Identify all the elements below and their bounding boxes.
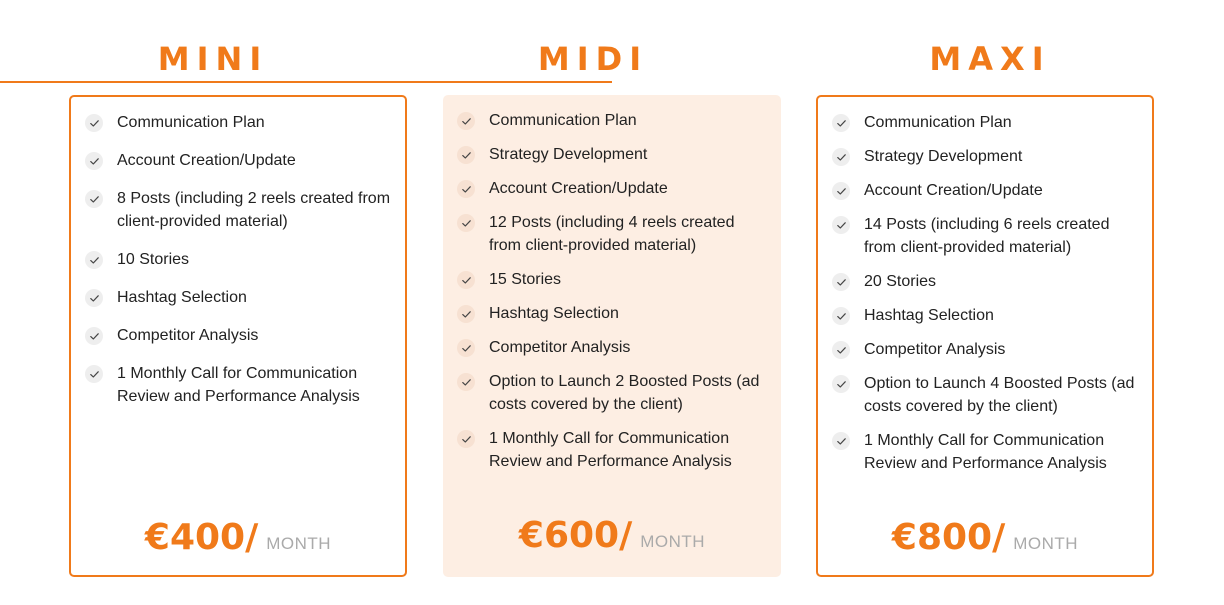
- check-icon: [457, 112, 475, 130]
- feature-item: [85, 324, 391, 347]
- feature-text: 8 Posts (including 2 reels created from client-provided material): [117, 190, 391, 230]
- check-icon: [832, 114, 850, 132]
- feature-item: [457, 211, 767, 257]
- check-icon: [832, 341, 850, 359]
- plan-title-maxi: MAXI: [929, 40, 1051, 78]
- feature-text: Option to Launch 4 Boosted Posts (ad costs covered by the client): [864, 375, 1135, 415]
- price-unit: MONTH: [266, 534, 332, 553]
- title-divider-line: [0, 81, 612, 83]
- plan-card-mini: [69, 95, 407, 577]
- check-icon: [832, 273, 850, 291]
- feature-text: 1 Monthly Call for Communication Review and Performance Analysis: [489, 430, 732, 470]
- feature-item: [457, 177, 767, 200]
- feature-text: 14 Posts (including 6 reels created from client-provided material): [864, 216, 1110, 256]
- check-icon: [457, 180, 475, 198]
- feature-text: 20 Stories: [864, 273, 937, 290]
- feature-item: [832, 338, 1138, 361]
- feature-text: 10 Stories: [117, 251, 190, 268]
- feature-list: [85, 111, 391, 423]
- feature-item: [457, 268, 767, 291]
- feature-item: [85, 362, 391, 408]
- feature-list: [457, 109, 767, 484]
- feature-item: [85, 149, 391, 172]
- check-icon: [457, 305, 475, 323]
- plan-title-mini: MINI: [157, 40, 269, 78]
- feature-item: [832, 429, 1138, 475]
- feature-item: [457, 427, 767, 473]
- feature-text: 1 Monthly Call for Communication Review and Performance Analysis: [117, 365, 360, 405]
- feature-item: [832, 145, 1138, 168]
- feature-text: 15 Stories: [489, 271, 562, 288]
- feature-text: Account Creation/Update: [117, 152, 296, 169]
- check-icon: [85, 251, 103, 269]
- feature-item: [85, 111, 391, 134]
- check-icon: [832, 148, 850, 166]
- check-icon: [832, 182, 850, 200]
- check-icon: [85, 114, 103, 132]
- feature-text: Competitor Analysis: [864, 341, 1006, 358]
- feature-item: [832, 213, 1138, 259]
- feature-list: [832, 111, 1138, 486]
- check-icon: [832, 375, 850, 393]
- check-icon: [85, 152, 103, 170]
- feature-item: [457, 302, 767, 325]
- feature-item: [85, 286, 391, 309]
- feature-text: Communication Plan: [117, 114, 265, 131]
- price: [443, 515, 781, 556]
- feature-item: [832, 111, 1138, 134]
- check-icon: [85, 365, 103, 383]
- feature-item: [457, 370, 767, 416]
- feature-text: Competitor Analysis: [117, 327, 259, 344]
- price-unit: MONTH: [1013, 534, 1079, 553]
- feature-item: [832, 179, 1138, 202]
- check-icon: [457, 214, 475, 232]
- feature-item: [457, 143, 767, 166]
- feature-item: [85, 187, 391, 233]
- feature-item: [832, 304, 1138, 327]
- feature-item: [457, 109, 767, 132]
- check-icon: [85, 190, 103, 208]
- plan-title-midi: MIDI: [537, 40, 649, 78]
- feature-text: 1 Monthly Call for Communication Review and Performance Analysis: [864, 432, 1107, 472]
- feature-item: [832, 372, 1138, 418]
- check-icon: [457, 271, 475, 289]
- feature-text: Hashtag Selection: [864, 307, 994, 324]
- feature-text: Communication Plan: [489, 112, 637, 129]
- price: [71, 517, 405, 558]
- feature-text: Strategy Development: [864, 148, 1023, 165]
- check-icon: [85, 327, 103, 345]
- feature-item: [832, 270, 1138, 293]
- feature-text: Option to Launch 2 Boosted Posts (ad costs covered by the client): [489, 373, 760, 413]
- price-amount: €800/: [891, 517, 1006, 558]
- feature-text: 12 Posts (including 4 reels created from client-provided material): [489, 214, 735, 254]
- check-icon: [457, 339, 475, 357]
- feature-text: Hashtag Selection: [489, 305, 619, 322]
- plan-card-midi: [443, 95, 781, 577]
- check-icon: [457, 373, 475, 391]
- feature-text: Competitor Analysis: [489, 339, 631, 356]
- feature-item: [457, 336, 767, 359]
- feature-text: Account Creation/Update: [489, 180, 668, 197]
- feature-text: Strategy Development: [489, 146, 648, 163]
- price: [818, 517, 1152, 558]
- feature-text: Hashtag Selection: [117, 289, 247, 306]
- check-icon: [832, 216, 850, 234]
- check-icon: [457, 146, 475, 164]
- check-icon: [832, 307, 850, 325]
- plan-card-maxi: [816, 95, 1154, 577]
- price-amount: €400/: [144, 517, 259, 558]
- price-unit: MONTH: [640, 532, 706, 551]
- feature-item: [85, 248, 391, 271]
- check-icon: [832, 432, 850, 450]
- feature-text: Account Creation/Update: [864, 182, 1043, 199]
- price-amount: €600/: [518, 515, 633, 556]
- check-icon: [457, 430, 475, 448]
- feature-text: Communication Plan: [864, 114, 1012, 131]
- check-icon: [85, 289, 103, 307]
